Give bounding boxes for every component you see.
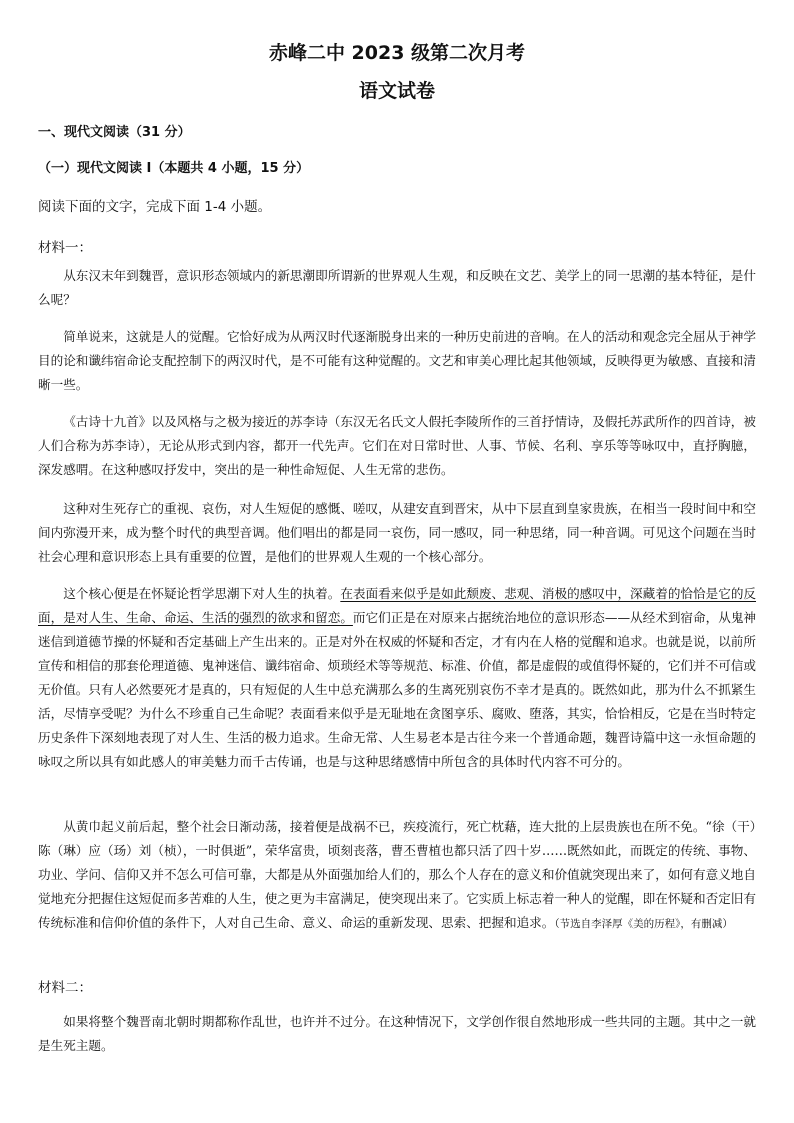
- paragraph-6-text: 从黄巾起义前后起，整个社会日渐动荡，接着便是战祸不已，疾疫流行，死亡枕藉，连大批的上层贵族也在所不免。“徐（干）陈（琳）应（玚）刘（桢），一时俱逝”，荣华富贵，顷刻丧落，曹丕曹植也都只活了四十岁……既然如此，而既定的传统、事物、功业、学问、信仰又并不怎么可信可靠，大都是从外面强加给人们的，那么个人存在的意义和价值就突现出来了，如何有意义地自觉地充分把握住这短促而多苦难的人生，使之更为丰富满足，使突现出来了。它实质上标志着一种人的觉醒，即在怀疑和否定旧有传统标准和信仰价值的条件下，人对自己生命、意义、命运的重新发现、思索、把握和追求。: [38, 819, 756, 930]
- paragraph-6: [38, 815, 756, 936]
- material-one-label: 材料一：: [38, 240, 92, 256]
- paragraph-5: [38, 582, 756, 774]
- exam-title: 赤峰二中 2023 级第二次月考: [268, 42, 526, 64]
- paragraph-4: 这种对生死存亡的重视、哀伤，对人生短促的感慨、嗟叹，从建安直到晋宋，从中下层直到皇家贵族，在相当一段时间中和空间内弥漫开来，成为整个时代的典型音调。他们唱出的都是同一哀伤，同一感叹，同一种思绪，同一种音调。可见这个问题在当时社会心理和意识形态上具有重要的位置，是他们的世界观人生观的一个核心部分。: [38, 501, 756, 564]
- paragraph-2: 简单说来，这就是人的觉醒。它恰好成为从两汉时代逐渐脱身出来的一种历史前进的音响。在人的活动和观念完全屈从于神学目的论和谶纬宿命论支配控制下的两汉时代，是不可能有这种觉醒的。文艺和审美心理比起其他领域，反映得更为敏感、直接和清晰一些。: [38, 329, 756, 392]
- material-two-label: 材料二：: [38, 980, 92, 996]
- section-heading: 一、现代文阅读（31 分）: [38, 125, 191, 140]
- reading-instruction: 阅读下面的文字，完成下面 1-4 小题。: [38, 199, 272, 215]
- exam-subtitle: 语文试卷: [358, 80, 435, 102]
- source-note: （节选自李泽厚《美的历程》，有删减）: [554, 918, 733, 930]
- paragraph-5-rest: 而它们正是在对原来占据统治地位的意识形态——从经术到宿命，从鬼神迷信到道德节操的怀疑和否定基础上产生出来的。正是对外在权威的怀疑和否定，才有内在人格的觉醒和追求。也就是说，以前所宣传和相信的那套伦理道德、鬼神迷信、谶纬宿命、烦琐经术等等规范、标准、价值，都是虚假的或值得怀疑的，它们并不可信或无价值。只有人必然要死才是真的，只有短促的人生中总充满那么多的生离死别哀伤不幸才是真的。既然如此，那为什么不抓紧生活，尽情享受呢？为什么不珍重自己生命呢？表面看来似乎是无耻地在贪图享乐、腐败、堕落，其实，恰恰相反，它是在当时特定历史条件下深刻地表现了对人生、生活的极力追求。生命无常、人生易老本是古往今来一个普通命题，魏晋诗篇中这一永恒命题的咏叹之所以具有如此感人的审美魅力而千古传诵，也是与这种思绪感情中所包含的具体时代内容不可分的。: [38, 610, 757, 769]
- paragraph-7: 如果将整个魏晋南北朝时期都称作乱世，也许并不过分。在这种情况下，文学创作很自然地形成一些共同的主题。其中之一就是生死主题。: [38, 1014, 756, 1053]
- paragraph-1: 从东汉末年到魏晋，意识形态领域内的新思潮即所谓新的世界观人生观，和反映在文艺、美学上的同一思潮的基本特征，是什么呢？: [38, 268, 756, 307]
- paragraph-3: 《古诗十九首》以及风格与之极为接近的苏李诗（东汉无名氏文人假托李陵所作的三首抒情诗，及假托苏武所作的四首诗，被人们合称为苏李诗），无论从形式到内容，都开一代先声。它们在对日常时世、人事、节候、名利、享乐等等咏叹中，直抒胸臆，深发感喟。在这种感叹抒发中，突出的是一种性命短促、人生无常的悲伤。: [38, 414, 756, 477]
- subsection-heading: （一）现代文阅读 I（本题共 4 小题，15 分）: [38, 161, 310, 176]
- paragraph-5-lead: 这个核心便是在怀疑论哲学思潮下对人生的执着。: [63, 586, 341, 601]
- underlined-sentence: 在表面看来似乎是如此颓废、悲观、消极的感叹中，深藏着的恰恰是它的反面，是对人生、生命、命运、生活的强烈的欲求和留恋。: [38, 586, 757, 625]
